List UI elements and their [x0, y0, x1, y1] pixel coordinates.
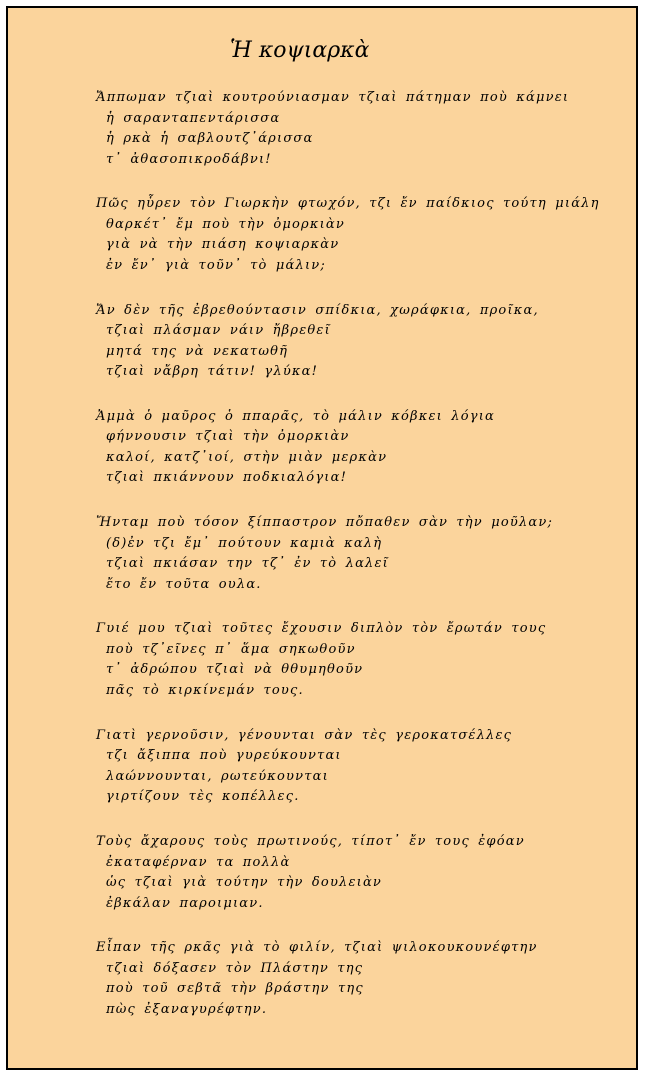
stanza [96, 407, 626, 489]
poem-line: τ᾽ ἀθασοπικροδάβνι! [106, 151, 272, 167]
poem-line: ποὺ τζ᾽εῖνες π᾽ ἅμα σηκωθοῦν [106, 641, 356, 657]
poem-line: Τοὺς ἄχαρους τοὺς πρωτινούς, τίποτ᾽ ἔν τους ἐφόαν [96, 834, 525, 850]
poem-line: λαώννουνται, ρωτεύκουνται [106, 768, 329, 784]
page-frame [6, 6, 638, 1070]
poem-line: ἐκαταφέρναν τα πολλὰ [106, 854, 291, 870]
poem-line: καλοί, κατζ᾽ιοί, στὴν μιὰν μερκὰν [106, 449, 388, 465]
poem-line: Ἤνταμ ποὺ τόσον ξίππαστρον πὄπαθεν σὰν τὴν μοῦλαν; [96, 515, 554, 531]
poem-line: τ᾽ ἀδρώπου τζιαὶ νὰ θθυμηθοῦν [106, 662, 364, 678]
stanza [96, 513, 626, 595]
poem-line: πὼς ἐξαναγυρέφτην. [106, 1001, 268, 1017]
poem-line: πᾶς τὸ κιρκίνεμάν τους. [106, 682, 304, 698]
poem-line: Πῶς ηὗρεν τὸν Γιωρκὴν φτωχόν, τζι ἔν παίδκιος τούτη μιάλη [96, 196, 600, 212]
poem-line: φήννουσιν τζιαὶ τὴν ὀμορκιὰν [106, 429, 350, 445]
poem-line: ἡ ρκὰ ἡ σαβλουτζ᾽άρισσα [106, 131, 314, 146]
stanza [96, 301, 626, 383]
poem-line: Γιατὶ γερνοῦσιν, γένουνται σὰν τὲς γεροκατσέλλες [96, 727, 513, 743]
stanza [96, 619, 626, 701]
poem-line: τζιαὶ νἄβρη τάτιν! γλύκα! [106, 364, 319, 380]
poem-line: Ἀμμὰ ὁ μαῦρος ὁ ππαρᾶς, τὸ μάλιν κόβκει λόγια [96, 408, 496, 424]
stanza [96, 832, 626, 914]
poem-line: τζι ἄξιππα ποὺ γυρεύκουνται [106, 748, 342, 764]
poem-line: τζιαὶ πκιάννουν ποδκιαλόγια! [106, 470, 347, 486]
poem-line: Εἶπαν τῆς ρκᾶς γιὰ τὸ φιλίν, τζιαὶ ψιλοκουκουνέφτην [96, 940, 538, 956]
poem-line: (δ)ἐν τζι ἔμ᾽ πούτουν καμιὰ καλὴ [106, 535, 383, 551]
poem-line: ἐν ἔν᾽ γιὰ τοῦν᾽ τὸ μάλιν; [106, 257, 326, 273]
poem-line: ποὺ τοῦ σεβτᾶ τὴν βράστην της [106, 981, 364, 997]
poem-line: ἔτο ἔν τοῦτα ουλα. [106, 576, 262, 592]
poem-line: ἡ σαρανταπεντάρισσα [106, 110, 281, 126]
poem-line: Γυιέ μου τζιαὶ τοῦτες ἔχουσιν διπλὸν τὸν ἔρωτάν τους [96, 621, 547, 637]
poem-title: Ἡ κοψιαρκὰ [230, 38, 370, 63]
poem-body [96, 88, 626, 1045]
stanza [96, 726, 626, 808]
poem-line: τζιαὶ πλάσμαν νάιν ἤβρεθεῖ [106, 323, 331, 339]
poem-line: ἐβκάλαν παροιμιαν. [106, 895, 264, 911]
poem-line: μητά της νὰ νεκατωθῆ [106, 343, 289, 359]
stanza [96, 938, 626, 1020]
poem-line: Ἄν δὲν τῆς ἐβρεθούντασιν σπίδκια, χωράφκια, προῖκα, [96, 302, 539, 318]
stanza [96, 194, 626, 276]
poem-line: θαρκέτ᾽ ἔμ ποὺ τὴν ὀμορκιὰν [106, 216, 346, 232]
stanza [96, 88, 626, 170]
poem-line: γιὰ νὰ τὴν πιάση κοψιαρκὰν [106, 237, 340, 253]
poem-line: τζιαὶ δόξασεν τὸν Πλάστην της [106, 960, 364, 976]
poem-line: γιρτίζουν τὲς κοπέλλες. [106, 789, 300, 805]
poem-line: ὡς τζιαὶ γιὰ τούτην τὴν δουλειὰν [106, 875, 383, 891]
poem-line: Ἄππωμαν τζιαὶ κουτρούνιασμαν τζιαὶ πάτημαν ποὺ κάμνει [96, 90, 570, 105]
poem-line: τζιαὶ πκιάσαν την τζ᾽ ἐν τὸ λαλεῖ [106, 556, 389, 572]
